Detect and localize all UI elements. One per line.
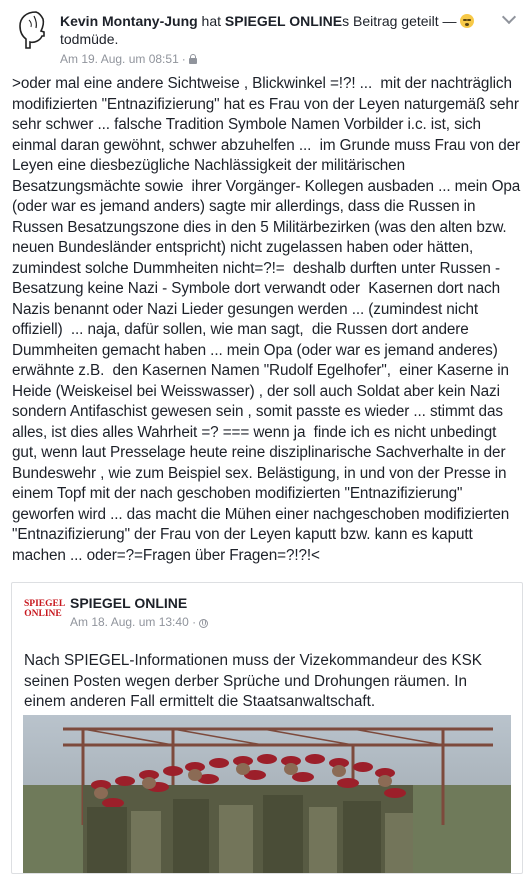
sleepy-face-icon <box>460 14 474 28</box>
shared-meta <box>70 615 208 629</box>
logo-line-1: SPIEGEL <box>24 599 66 609</box>
article-image[interactable] <box>23 715 511 874</box>
shared-page-name[interactable]: SPIEGEL ONLINE <box>70 595 188 611</box>
shared-separator: · <box>192 615 197 629</box>
shared-suffix: s Beitrag geteilt — <box>342 13 457 29</box>
lock-icon <box>189 58 197 64</box>
meta-separator: · <box>181 52 186 66</box>
source-page-name[interactable]: SPIEGEL ONLINE <box>224 13 343 29</box>
shared-post-text: Nach SPIEGEL-Informationen muss der Vizekommandeur des KSK seinen Posten wegen derber Sprüche und Drohungen räumen. In einem anderen Fall ermittelt die Staatsanwaltschaft. <box>24 652 482 710</box>
chevron-down-icon[interactable] <box>502 10 516 24</box>
post-body-text: >oder mal eine andere Sichtweise , Blickwinkel =!?! ... mit der nachträglich modifizierten "Entnazifizierung" hat es Frau von der Leyen naturgemäß sehr sehr schwer ... falsche Tradition Symbole Namen Vorbilder i.c. ist, sich einmal daran gewöhnt, schwer abzuhelfen ... im Grunde muss Frau von der Leyen eine diesbezügliche Nachlässigkeit der militärischen Besatzungsmächte sowie ihrer Vorgänger- Kollegen ausbaden ... mein Opa (oder war es jemand anders) sagte mir allerdings, dass die Russen in Russen Besatzungszone dies in den 5 Militärbezirken (was den alten bzw. neuen Bundesländer entspricht) nicht zugelassen haben oder hätten, zumindest solche Dummheiten nicht=?!= deshalb durften unter Russen - Besatzung keine Nazi - Symbole dort verwandt oder Kasernen dort nach Nazis benannt oder Nazi Lieder gesungen werden ... (zumindest nicht offiziell) ... naja, dafür sollen, wie man sagt, die Russen dort andere Dummheiten gemacht haben ... mein Opa (oder war es jemand anderes) erwähnte z.B. den Kasernen Namen "Rudolf Egelhofer", einer Kaserne in Heide (Weiskeisel bei Weisswasser) , der soll auch Soldat aber kein Nazi sondern Antifaschist gewesen sein , somit passte es wieder ... stimmt das alles, ist dies alles Wahrheit =? === wenn ja finde ich es nicht unbedingt gut, wenn laut Presselage heute reine disziplinarische Sachverhalte in der Bundeswehr , wie zum Beispiel sex. Belästigung, in und von der Presse in einem Topf mit der nach geschoben modifizierten "Entnazifizierung" geworfen wird ... das macht die Mühen einer nachgeschoben modifizierten "Entnazifizierung" der Frau von der Leyen kaputt bzw. kann es kaputt machen ... oder=?=Fragen über Fragen=?!?!< <box>12 75 525 564</box>
spiegel-logo[interactable] <box>24 599 66 627</box>
avatar[interactable] <box>10 8 54 52</box>
share-line <box>60 12 500 48</box>
shared-post-card[interactable] <box>11 582 523 874</box>
post-meta <box>60 52 500 66</box>
feeling-text: todmüde. <box>60 31 119 47</box>
shared-word: hat <box>197 13 225 29</box>
shared-timestamp[interactable]: Am 18. Aug. um 13:40 <box>70 615 189 629</box>
post-header <box>0 0 532 70</box>
post-timestamp[interactable]: Am 19. Aug. um 08:51 <box>60 52 179 66</box>
author-name[interactable]: Kevin Montany-Jung <box>60 13 198 29</box>
globe-icon <box>199 619 208 628</box>
header-text <box>60 12 500 66</box>
logo-line-2: ONLINE <box>24 609 62 619</box>
